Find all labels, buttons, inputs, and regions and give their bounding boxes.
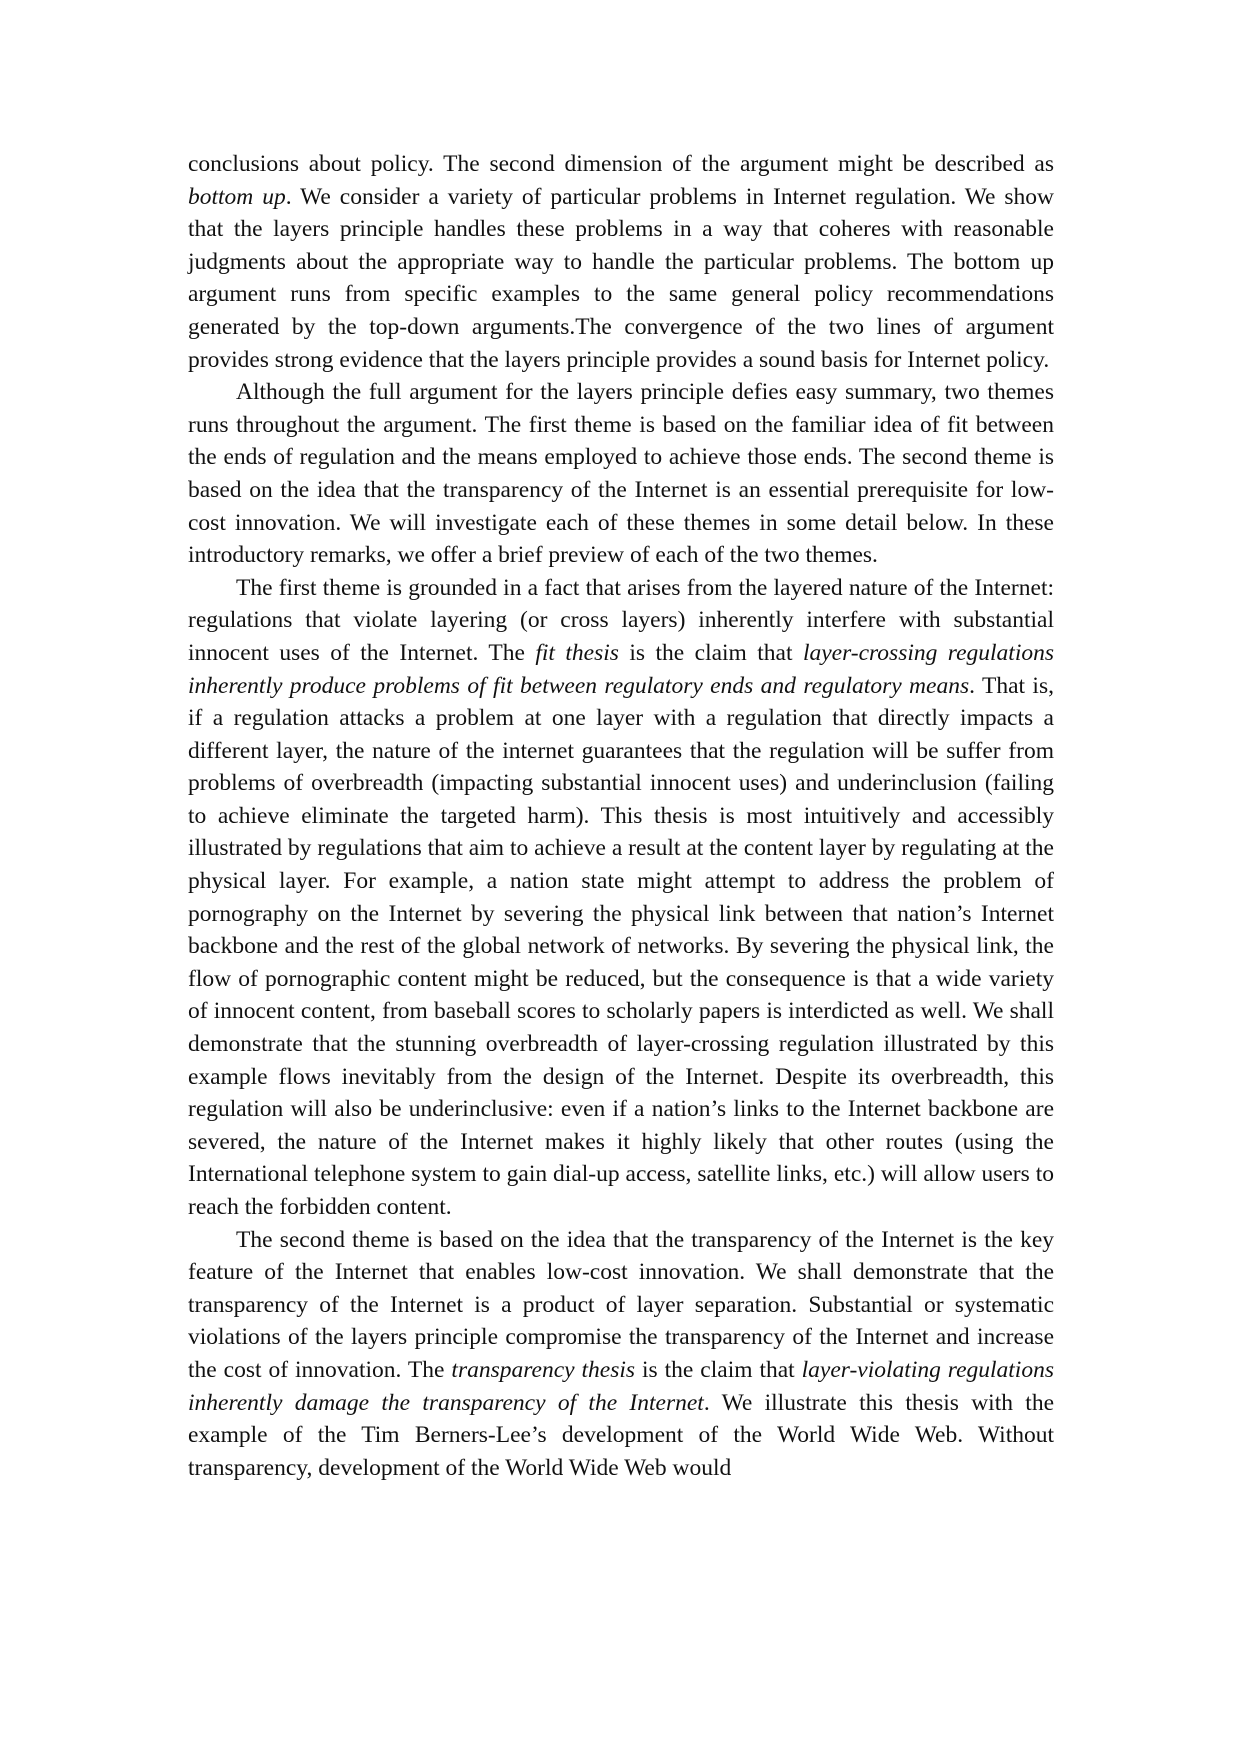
italic-segment: layer-violating regulations inherently damage the transparency of the Internet <box>188 1356 1054 1416</box>
text-segment: Although the full argument for the layers principle defies easy summary, two themes runs throughout the argument. The first theme is based on the familiar idea of fit between the ends of regulation and the means employed to achieve those ends. The second theme is based on the idea that the transparency of the Internet is an essential prerequisite for low-cost innovation. We will investigate each of these themes in some detail below. In these introductory remarks, we offer a brief preview of each of the two themes. <box>188 379 1054 569</box>
text-segment: . We illustrate this thesis with the example of the Tim Berners-Lee’s development of the World Wide Web. Without transparency, development of the World Wide Web would <box>188 1389 1054 1481</box>
document-page <box>188 148 1054 1484</box>
text-segment: is the claim that <box>618 639 803 666</box>
text-segment: . That is, if a regulation attacks a problem at one layer with a regulation that directly impacts a different layer, the nature of the internet guarantees that the regulation will be suffer from problems of overbreadth (impacting substantial innocent uses) and underinclusion (failing to achieve eliminate the targeted harm). This thesis is most intuitively and accessibly illustrated by regulations that aim to achieve a result at the content layer by regulating at the physical layer. For example, a nation state might attempt to address the problem of pornography on the Internet by severing the physical link between that nation’s Internet backbone and the rest of the global network of networks. By severing the physical link, the flow of pornographic content might be reduced, but the consequence is that a wide variety of innocent content, from baseball scores to scholarly papers is interdicted as well. We shall demonstrate that the stunning overbreadth of layer-crossing regulation illustrated by this example flows inevitably from the design of the Internet. Despite its overbreadth, this regulation will also be underinclusive: even if a nation’s links to the Internet backbone are severed, the nature of the Internet makes it highly likely that other routes (using the International telephone system to gain dial-up access, satellite links, etc.) will allow users to reach the forbidden content. <box>188 672 1054 1220</box>
text-segment: . We consider a variety of particular problems in Internet regulation. We show that the layers principle handles these problems in a way that coheres with reasonable judgments about the appropriate way to handle the particular problems. The bottom up argument runs from specific examples to the same general policy recommendations generated by the top-down arguments.The convergence of the two lines of argument provides strong evidence that the layers principle provides a sound basis for Internet policy. <box>188 183 1055 373</box>
italic-segment: bottom up <box>188 183 286 210</box>
text-segment: is the claim that <box>635 1356 802 1383</box>
paragraph-1 <box>188 148 1054 376</box>
text-segment: The second theme is based on the idea that the transparency of the Internet is the key feature of the Internet that enables low-cost innovation. We shall demonstrate that the transparency of the Internet is a product of layer separation. Substantial or systematic violations of the layers principle compromise the transparency of the Internet and increase the cost of innovation. The <box>188 1226 1054 1383</box>
paragraph-2 <box>188 376 1054 572</box>
paragraph-3 <box>188 572 1054 1224</box>
paragraph-4 <box>188 1224 1054 1485</box>
italic-segment: layer-crossing regulations inherently produce problems of fit between regulatory ends and regulatory means <box>188 639 1054 699</box>
italic-segment: transparency thesis <box>451 1356 636 1383</box>
text-segment: The first theme is grounded in a fact that arises from the layered nature of the Internet: regulations that violate layering (or cross layers) inherently interfere with substantial innocent uses of the Internet. The <box>188 574 1054 666</box>
text-segment: conclusions about policy. The second dimension of the argument might be described as <box>188 151 1054 177</box>
italic-segment: fit thesis <box>535 639 619 666</box>
